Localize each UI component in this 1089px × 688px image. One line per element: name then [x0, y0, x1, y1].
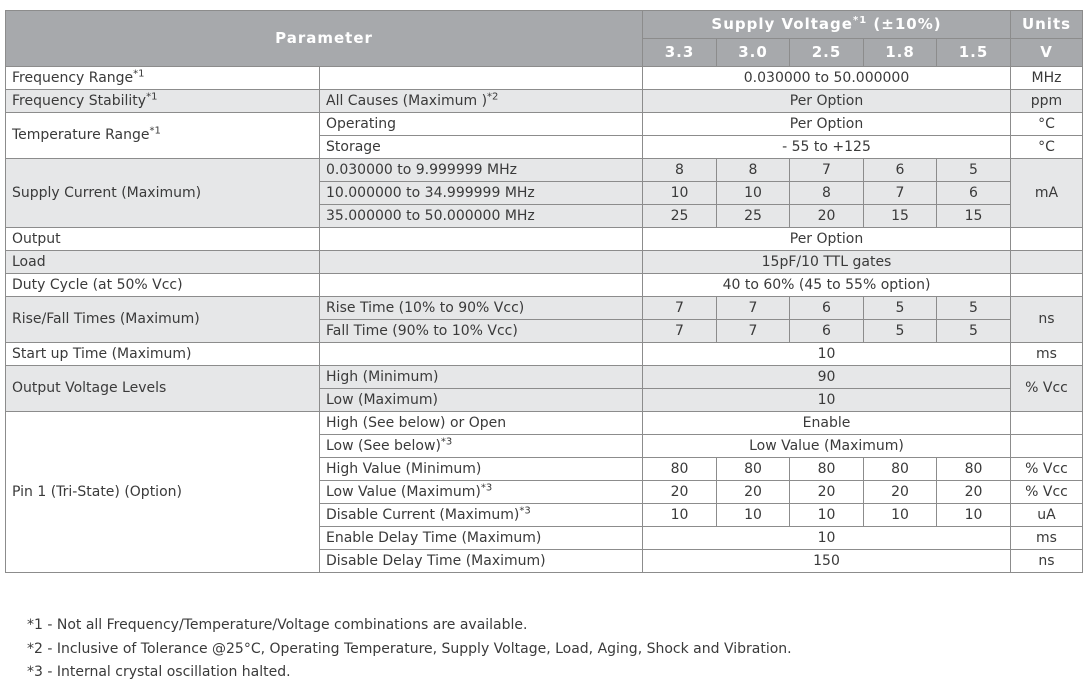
- param-value: 7: [717, 297, 790, 320]
- param-label: Frequency Range$^{*1}$: [6, 67, 320, 90]
- footnote: *3 - Internal crystal oscillation halted.: [27, 664, 291, 680]
- param-sub: [320, 251, 643, 274]
- param-unit: ns: [1011, 550, 1083, 573]
- param-value: 10: [643, 504, 717, 527]
- param-value: 20: [643, 481, 717, 504]
- param-label: Output Voltage Levels: [6, 366, 320, 412]
- param-value: 5: [864, 297, 937, 320]
- param-value: 10: [643, 343, 1011, 366]
- param-label: Output: [6, 228, 320, 251]
- param-value: 6: [790, 297, 864, 320]
- param-value: 80: [864, 458, 937, 481]
- param-value: 80: [643, 458, 717, 481]
- param-sub: All Causes (Maximum )$^{*2}$: [320, 90, 643, 113]
- param-sub: [320, 343, 643, 366]
- param-value: 40 to 60% (45 to 55% option): [643, 274, 1011, 297]
- table-row: [6, 159, 1083, 182]
- param-value: 10: [643, 389, 1011, 412]
- param-value: 90: [643, 366, 1011, 389]
- header-voltage-unit: V: [1011, 39, 1083, 67]
- param-sub: Enable Delay Time (Maximum): [320, 527, 643, 550]
- param-sub: Storage: [320, 136, 643, 159]
- param-value: 20: [864, 481, 937, 504]
- table-row: [6, 228, 1083, 251]
- param-value: 6: [937, 182, 1011, 205]
- param-unit: ns: [1011, 297, 1083, 343]
- header-units: Units: [1011, 11, 1083, 39]
- param-label: Supply Current (Maximum): [6, 159, 320, 228]
- param-value: 20: [790, 205, 864, 228]
- param-value: 10: [643, 182, 717, 205]
- param-value: 10: [717, 182, 790, 205]
- param-sub: Operating: [320, 113, 643, 136]
- param-value: 25: [717, 205, 790, 228]
- param-sub: 10.000000 to 34.999999 MHz: [320, 182, 643, 205]
- param-value: 6: [864, 159, 937, 182]
- param-value: 8: [790, 182, 864, 205]
- param-value: Per Option: [643, 228, 1011, 251]
- param-unit: °C: [1011, 136, 1083, 159]
- header-voltage: 1.8: [864, 39, 937, 67]
- param-label: Pin 1 (Tri-State) (Option): [6, 412, 320, 573]
- param-sub: Low (See below)$^{*3}$: [320, 435, 643, 458]
- param-label: Start up Time (Maximum): [6, 343, 320, 366]
- table-row: [6, 113, 1083, 136]
- param-sub: Low (Maximum): [320, 389, 643, 412]
- param-value: 5: [937, 320, 1011, 343]
- param-sub: Rise Time (10% to 90% Vcc): [320, 297, 643, 320]
- footnotes: [27, 614, 792, 685]
- param-value: 7: [643, 320, 717, 343]
- param-value: 6: [790, 320, 864, 343]
- param-value: 150: [643, 550, 1011, 573]
- param-value: 10: [643, 527, 1011, 550]
- footnote: *1 - Not all Frequency/Temperature/Voltage combinations are available.: [27, 617, 528, 633]
- table-row: [6, 412, 1083, 435]
- param-sub: [320, 228, 643, 251]
- param-value: Per Option: [643, 90, 1011, 113]
- param-value: 7: [790, 159, 864, 182]
- header-supply-voltage: Supply Voltage$^{*1}$ (±10%): [643, 11, 1011, 39]
- param-value: 80: [937, 458, 1011, 481]
- param-sub: Fall Time (90% to 10% Vcc): [320, 320, 643, 343]
- param-value: 8: [643, 159, 717, 182]
- param-value: 10: [790, 504, 864, 527]
- table-row: [6, 297, 1083, 320]
- param-value: 7: [717, 320, 790, 343]
- param-value: 5: [937, 159, 1011, 182]
- table-row: [6, 67, 1083, 90]
- param-unit: [1011, 435, 1083, 458]
- param-sub: 35.000000 to 50.000000 MHz: [320, 205, 643, 228]
- param-value: 7: [864, 182, 937, 205]
- param-unit: % Vcc: [1011, 458, 1083, 481]
- param-unit: ms: [1011, 343, 1083, 366]
- param-value: 8: [717, 159, 790, 182]
- param-value: 15: [864, 205, 937, 228]
- param-sub: Disable Delay Time (Maximum): [320, 550, 643, 573]
- param-value: 20: [937, 481, 1011, 504]
- param-value: Per Option: [643, 113, 1011, 136]
- param-value: 80: [790, 458, 864, 481]
- param-sub: [320, 67, 643, 90]
- header-voltage: 3.3: [643, 39, 717, 67]
- param-unit: °C: [1011, 113, 1083, 136]
- param-value: 25: [643, 205, 717, 228]
- param-unit: uA: [1011, 504, 1083, 527]
- footnote: *2 - Inclusive of Tolerance @25°C, Operating Temperature, Supply Voltage, Load, Aging, Shock and Vibration.: [27, 640, 792, 657]
- param-value: 80: [717, 458, 790, 481]
- param-label: Temperature Range$^{*1}$: [6, 113, 320, 159]
- param-sub: High (Minimum): [320, 366, 643, 389]
- param-value: 20: [717, 481, 790, 504]
- param-label: Rise/Fall Times (Maximum): [6, 297, 320, 343]
- param-unit: [1011, 251, 1083, 274]
- param-value: Enable: [643, 412, 1011, 435]
- param-unit: MHz: [1011, 67, 1083, 90]
- header-voltage: 3.0: [717, 39, 790, 67]
- param-sub: Low Value (Maximum)$^{*3}$: [320, 481, 643, 504]
- param-sub: 0.030000 to 9.999999 MHz: [320, 159, 643, 182]
- param-value: 10: [864, 504, 937, 527]
- param-sub: High (See below) or Open: [320, 412, 643, 435]
- table-row: [6, 90, 1083, 113]
- param-value: 5: [864, 320, 937, 343]
- header-voltage: 1.5: [937, 39, 1011, 67]
- param-sub: [320, 274, 643, 297]
- header-parameter: Parameter: [6, 11, 643, 67]
- param-unit: ms: [1011, 527, 1083, 550]
- spec-table: [5, 10, 1083, 573]
- param-label: Frequency Stability$^{*1}$: [6, 90, 320, 113]
- param-value: 5: [937, 297, 1011, 320]
- table-row: [6, 251, 1083, 274]
- param-unit: [1011, 228, 1083, 251]
- param-value: 7: [643, 297, 717, 320]
- param-value: Low Value (Maximum): [643, 435, 1011, 458]
- param-value: 10: [717, 504, 790, 527]
- param-unit: [1011, 412, 1083, 435]
- param-value: 15pF/10 TTL gates: [643, 251, 1011, 274]
- table-row: [6, 366, 1083, 389]
- param-unit: ppm: [1011, 90, 1083, 113]
- param-value: 0.030000 to 50.000000: [643, 67, 1011, 90]
- param-unit: mA: [1011, 159, 1083, 228]
- param-value: 10: [937, 504, 1011, 527]
- table-row: [6, 343, 1083, 366]
- param-sub: High Value (Minimum): [320, 458, 643, 481]
- table-row: [6, 274, 1083, 297]
- param-label: Duty Cycle (at 50% Vcc): [6, 274, 320, 297]
- param-value: 15: [937, 205, 1011, 228]
- header-voltage: 2.5: [790, 39, 864, 67]
- param-sub: Disable Current (Maximum)$^{*3}$: [320, 504, 643, 527]
- param-value: - 55 to +125: [643, 136, 1011, 159]
- param-unit: [1011, 274, 1083, 297]
- param-unit: % Vcc: [1011, 481, 1083, 504]
- param-value: 20: [790, 481, 864, 504]
- param-unit: % Vcc: [1011, 366, 1083, 412]
- param-label: Load: [6, 251, 320, 274]
